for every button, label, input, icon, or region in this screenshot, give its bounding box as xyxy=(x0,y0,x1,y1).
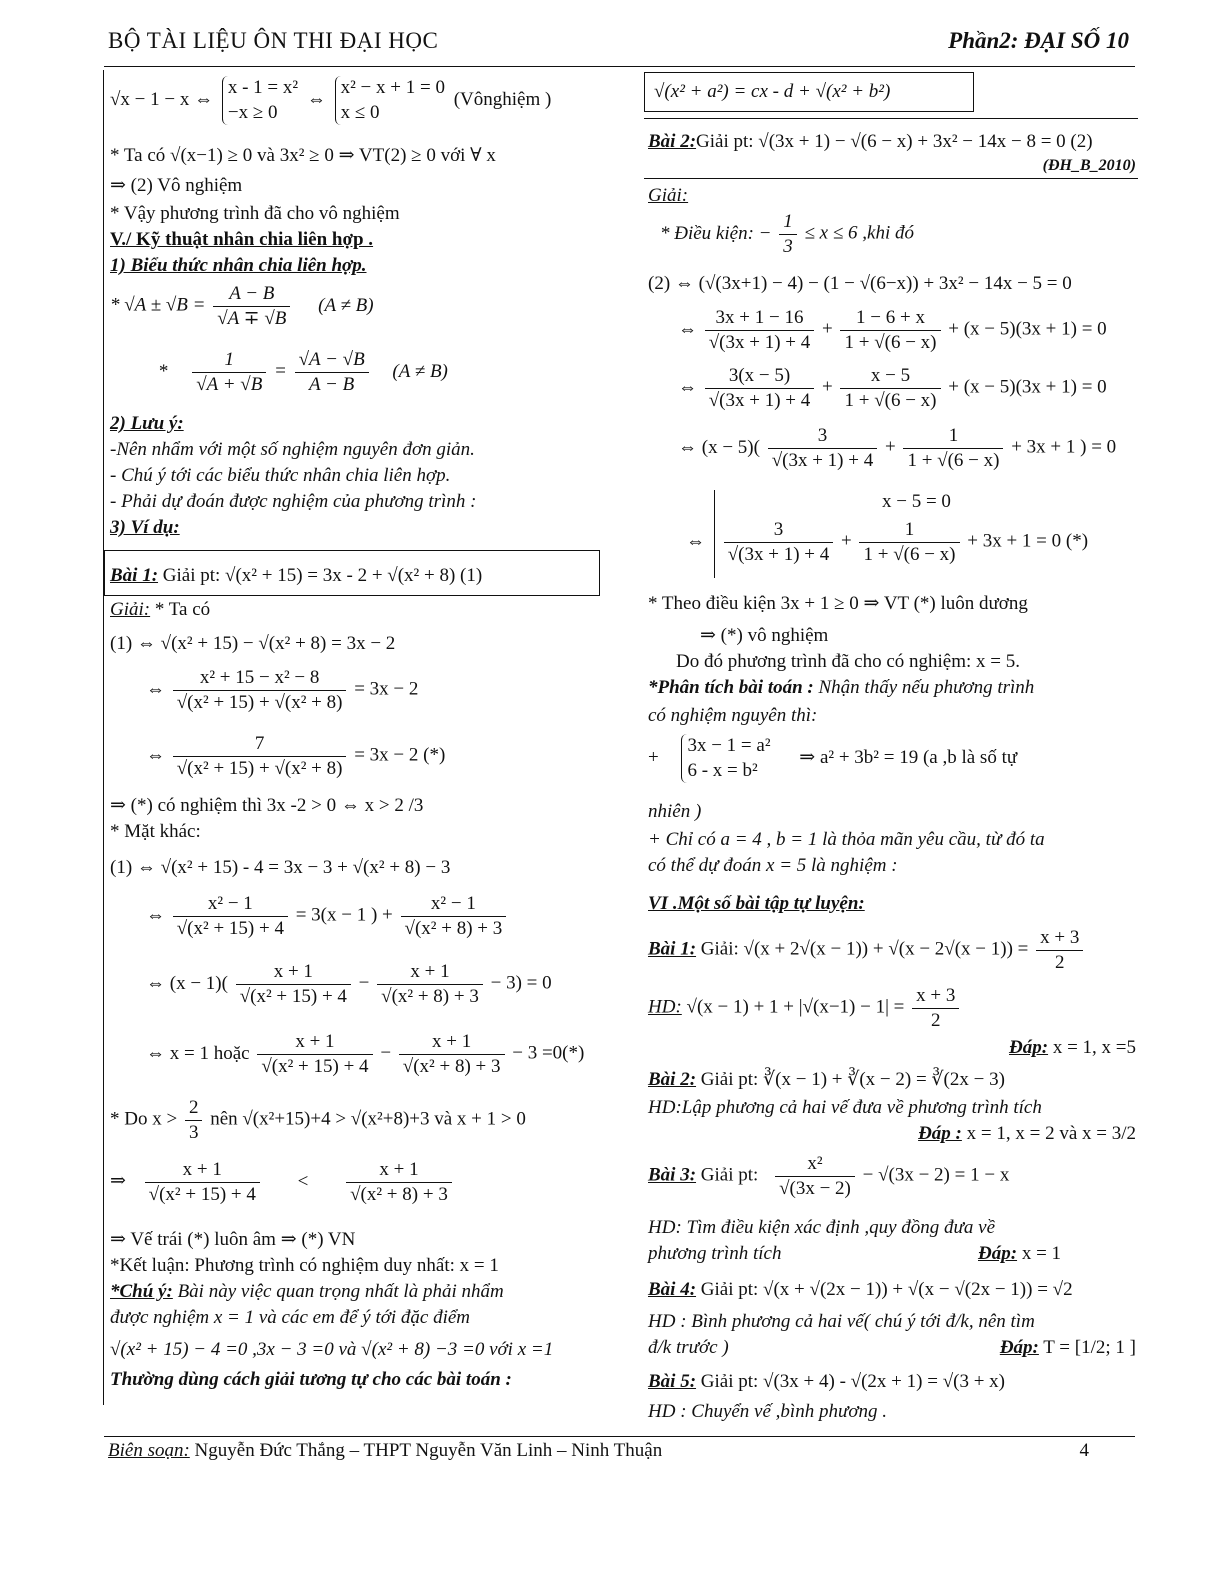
hint-4b: đ/k trước ) xyxy=(648,1337,729,1358)
conclusion: *Kết luận: Phương trình có nghiệm duy nhất: x = 1 xyxy=(110,1255,499,1276)
step-line: (1) ⇔ √(x² + 15) − √(x² + 8) = 3x − 2 xyxy=(110,633,396,654)
text-line: * Vậy phương trình đã cho vô nghiệm xyxy=(110,203,400,224)
formula-2: * $\frac{1}{√A + √B}$ = $\frac{√A - √B}{A - B}$ (A ≠ B) xyxy=(158,349,448,395)
answer-3: Đáp: x = 1 xyxy=(978,1243,1062,1264)
analysis-line: nhiên ) xyxy=(648,801,702,822)
footer-label: Biên soạn: xyxy=(108,1440,190,1461)
subsection-heading: 1) Biểu thức nhân chia liên hợp. xyxy=(110,255,367,276)
subsection-heading: 3) Ví dụ: xyxy=(110,517,180,538)
system-1: x - 1 = x² −x ≥ 0 xyxy=(222,76,298,125)
step-fraction: ⇔ x = 1 hoặc $\frac{x + 1}{\text{√(x² + 15) + 4}}$ − $\frac{x + 1}{\text{√(x² + 8) + 3}}$ − 3 =0(*) xyxy=(146,1031,585,1077)
analysis-system: + 3x − 1 = a² 6 - x = b² ⇒ a² + 3b² = 19 (a ,b là số tự xyxy=(648,734,1017,783)
step-line: ⇒ (*) có nghiệm thì 3x -2 > 0 ⇔ x > 2 /3 xyxy=(110,795,424,816)
problem-2: Bài 2:Giải pt: √(3x + 1) − √(6 − x) + 3x² − 14x − 8 = 0 (2) xyxy=(648,131,1093,152)
note-line: - Phải dự đoán được nghiệm của phương trình : xyxy=(110,491,477,512)
page-header xyxy=(108,24,1129,60)
step-line: * Theo điều kiện 3x + 1 ≥ 0 ⇒ VT (*) luôn dương xyxy=(648,593,1028,614)
separator-rule xyxy=(644,118,1138,119)
step-line: (1) ⇔ √(x² + 15) - 4 = 3x − 3 + √(x² + 8) − 3 xyxy=(110,857,451,878)
step-fraction: ⇔ (x − 5)( $\frac{3}{√(3x + 1) + 4}$ + $\frac{1}{1 + √(6 - x)}$ + 3x + 1 ) = 0 xyxy=(678,425,1117,471)
page-number: 4 xyxy=(1079,1440,1089,1461)
step-fraction: ⇔ $\frac{7}{\text{√(x² + 15) + √(x² + 8)}}$ = 3x − 2 (*) xyxy=(146,733,446,779)
exercise-2: Bài 2: Giải pt: ∛(x − 1) + ∛(x − 2) = ∛(2x − 3) xyxy=(648,1069,1005,1090)
step-fraction: * Do x > $\frac{2}{3}$ nên √(x²+15)+4 > √(x²+8)+3 và x + 1 > 0 xyxy=(110,1097,526,1143)
section-heading: VI .Một số bài tập tự luyện: xyxy=(648,893,865,914)
formula-line: √(x² + a²) = cx - d + √(x² + b²) xyxy=(654,81,891,102)
step-line: (2) ⇔ (√(3x+1) − 4) − (1 − √(6−x)) + 3x² − 14x − 5 = 0 xyxy=(648,273,1072,294)
answer-2: Đáp : x = 1, x = 2 và x = 3/2 xyxy=(918,1123,1136,1144)
hint-3: HD: Tìm điều kiện xác định ,quy đồng đưa về xyxy=(648,1217,996,1238)
hint-3b: phương trình tích xyxy=(648,1243,782,1264)
note-line: Thường dùng cách giải tương tự cho các bài toán : xyxy=(110,1369,512,1390)
header-rule xyxy=(104,66,1135,67)
step-fraction: ⇔ $\frac{\text{x² + 15 − x² − 8}}{\text{√(x² + 15) + √(x² + 8)}}$ = 3x − 2 xyxy=(146,667,419,713)
page-footer xyxy=(108,1440,1129,1462)
note-line: - Chú ý tới các biểu thức nhân chia liên hợp. xyxy=(110,465,451,486)
analysis-line: có nghiệm nguyên thì: xyxy=(648,705,818,726)
system-line: √x − 1 − x ⇔ x - 1 = x² −x ≥ 0 ⇔ x² − x + 1 = 0 x ≤ 0 (Vônghiệm ) xyxy=(110,76,551,125)
step-line: * Mặt khác: xyxy=(110,821,201,842)
analysis-line: + Chỉ có a = 4 , b = 1 là thỏa mãn yêu cầu, từ đó ta xyxy=(648,829,1045,850)
step-fraction: ⇔ $\frac{3x + 1 - 16}{√(3x + 1) + 4}$ + $\frac{1 - 6 + x}{1 + √(6 - x)}$ + (x − 5)(3x + 1) = 0 xyxy=(678,307,1107,353)
step-line: ⇒ (*) vô nghiệm xyxy=(700,625,829,646)
text-line: * Ta có √(x−1) ≥ 0 và 3x² ≥ 0 ⇒ VT(2) ≥ 0 với ∀ x xyxy=(110,145,496,166)
step-fraction: ⇔ $\frac{3(x - 5)}{√(3x + 1) + 4}$ + $\frac{x - 5}{1 + √(6 - x)}$ + (x − 5)(3x + 1) = 0 xyxy=(678,365,1107,411)
note-line: -Nên nhẩm với một số nghiệm nguyên đơn giản. xyxy=(110,439,475,460)
hint-4: HD : Bình phương cả hai vế( chú ý tới đ/k, nên tìm xyxy=(648,1311,1035,1332)
step-line: x − 5 = 0 xyxy=(882,491,951,512)
step-fraction: ⇔ (x − 1)( $\frac{x + 1}{\text{√(x² + 15) + 4}}$ − $\frac{x + 1}{\text{√(x² + 8) + 3}}$ − 3) = 0 xyxy=(146,961,552,1007)
header-section: Phần2: ĐẠI SỐ 10 xyxy=(948,28,1129,53)
note-line: được nghiệm x = 1 và các em để ý tới đặc điểm xyxy=(110,1307,471,1328)
hint-5: HD : Chuyển vế ,bình phương . xyxy=(648,1401,887,1422)
separator-rule xyxy=(644,178,1138,179)
footer-rule xyxy=(104,1436,1135,1437)
subsection-heading: 2) Lưu ý: xyxy=(110,413,184,434)
header-title: BỘ TÀI LIỆU ÔN THI ĐẠI HỌC xyxy=(108,28,439,53)
section-heading: V./ Kỹ thuật nhân chia liên hợp . xyxy=(110,229,374,250)
analysis-line: *Phân tích bài toán : Nhận thấy nếu phương trình xyxy=(648,677,1035,698)
analysis-line: có thể dự đoán x = 5 là nghiệm : xyxy=(648,855,898,876)
exercise-4: Bài 4: Giải pt: √(x + √(2x − 1)) + √(x − √(2x − 1)) = √2 xyxy=(648,1279,1073,1300)
exercise-1: Bài 1: Giải: √(x + 2√(x − 1)) + √(x − 2√(x − 1)) = $\frac{x + 3}{2}$ xyxy=(648,926,1086,975)
answer-4: Đáp: T = [1/2; 1 ] xyxy=(999,1337,1136,1358)
note-line: *Chú ý: Bài này việc quan trọng nhất là phải nhẩm xyxy=(110,1281,504,1302)
step-fraction: ⇔ $\frac{\text{x² − 1}}{\text{√(x² + 15) + 4}}$ = 3(x − 1 ) + $\frac{\text{x² − 1}}{\text{√(x² + 8) + 3}}$ xyxy=(110,892,509,941)
formula-1: * √A ± √B = $\frac{A - B}{√A \mp √B}$ (A ≠ B) xyxy=(110,283,374,329)
step-line: ⇒ Vế trái (*) luôn âm ⇒ (*) VN xyxy=(110,1229,356,1250)
exercise-5: Bài 5: Giải pt: √(3x + 4) - √(2x + 1) = √(3 + x) xyxy=(648,1371,1005,1392)
solution-label: Giải: * Ta có xyxy=(110,599,211,620)
left-margin-rule xyxy=(103,70,104,1405)
problem-1: Bài 1: Giải pt: √(x² + 15) = 3x - 2 + √(x² + 8) (1) xyxy=(110,565,483,586)
exercise-3: Bài 3: Giải pt: $\frac{\text{x²}}{√(3x - 2)}$ − √(3x − 2) = 1 − x xyxy=(648,1153,1010,1199)
note-line: √(x² + 15) − 4 =0 ,3x − 3 =0 và √(x² + 8) −3 =0 với x =1 xyxy=(110,1339,554,1360)
step-line: Do đó phương trình đã cho có nghiệm: x = 5. xyxy=(676,651,1020,672)
step-fraction: ⇒ $\frac{x + 1}{\text{√(x² + 15) + 4}}$ < $\frac{x + 1}{\text{√(x² + 8) + 3}}$ xyxy=(110,1158,455,1207)
condition-line: * Điều kiện: − $\frac{1}{3}$ ≤ x ≤ 6 ,khi đó xyxy=(660,211,914,257)
system-2: x² − x + 1 = 0 x ≤ 0 xyxy=(335,76,445,125)
step-fraction: ⇔ $\frac{3}{√(3x + 1) + 4}$ + $\frac{1}{1 + √(6 - x)}$ + 3x + 1 = 0 (*) xyxy=(686,519,1089,565)
hint-1: HD: √(x − 1) + 1 + |√(x−1) − 1| = $\frac{x + 3}{2}$ xyxy=(648,984,962,1033)
footer-author: Nguyễn Đức Thắng – THPT Nguyễn Văn Linh – Ninh Thuận xyxy=(189,1440,663,1461)
solution-label: Giải: xyxy=(648,185,689,206)
text-line: ⇒ (2) Vô nghiệm xyxy=(110,175,243,196)
hint-2: HD:Lập phương cả hai vế đưa về phương trình tích xyxy=(648,1097,1042,1118)
answer-1: Đáp: x = 1, x =5 xyxy=(1009,1037,1136,1058)
source-tag: (ĐH_B_2010) xyxy=(1042,157,1136,174)
